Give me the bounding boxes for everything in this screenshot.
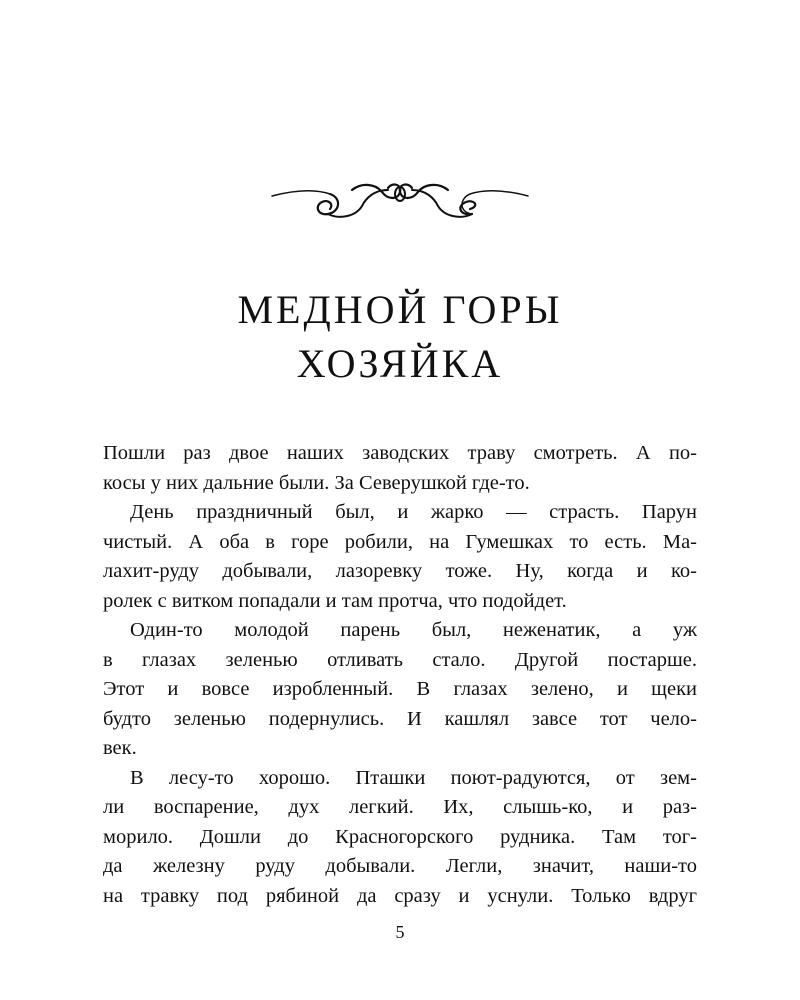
text-line: в глазах зеленью отливать стало. Другой постарше. — [103, 648, 697, 671]
page-number: 5 — [395, 922, 405, 942]
text-line: Пошли раз двое наших заводских траву смотреть. А по- — [103, 442, 697, 464]
chapter-title-line-2: ХОЗЯЙКА — [296, 341, 504, 386]
text-line: век. — [103, 737, 137, 759]
text-line: чистый. А оба в горе робили, на Гумешках то есть. Ма- — [103, 530, 697, 553]
text-line: День праздничный был, и жарко — страсть. Парун — [130, 501, 697, 523]
text-line: на травку под рябиной да сразу и уснули. Только вдруг — [103, 884, 697, 907]
text-line: В лесу-то хорошо. Пташки поют-радуются, от зем- — [130, 766, 697, 789]
text-line: ролек с витком попадали и там протча, что подойдет. — [103, 589, 567, 612]
text-line: Один-то молодой парень был, неженатик, а уж — [130, 619, 697, 641]
text-line: Этот и вовсе изробленный. В глазах зелено, и щеки — [103, 678, 697, 700]
flourish-ornament-icon — [270, 176, 530, 226]
chapter-title-line-1: МЕДНОЙ ГОРЫ — [237, 287, 563, 332]
text-line: ли воспарение, дух легкий. Их, слышь-ко, и раз- — [103, 796, 697, 818]
text-line: косы у них дальние были. За Северушкой где-то. — [103, 471, 530, 494]
text-line: будто зеленью подернулись. И кашлял завсе тот чело- — [103, 707, 697, 730]
text-line: лахит-руду добывали, лазоревку тоже. Ну, когда и ко- — [103, 560, 697, 582]
text-line: морило. Дошли до Красногорского рудника. Там тог- — [103, 825, 697, 848]
text-line: да железну руду добывали. Легли, значит, наши-то — [103, 855, 697, 877]
